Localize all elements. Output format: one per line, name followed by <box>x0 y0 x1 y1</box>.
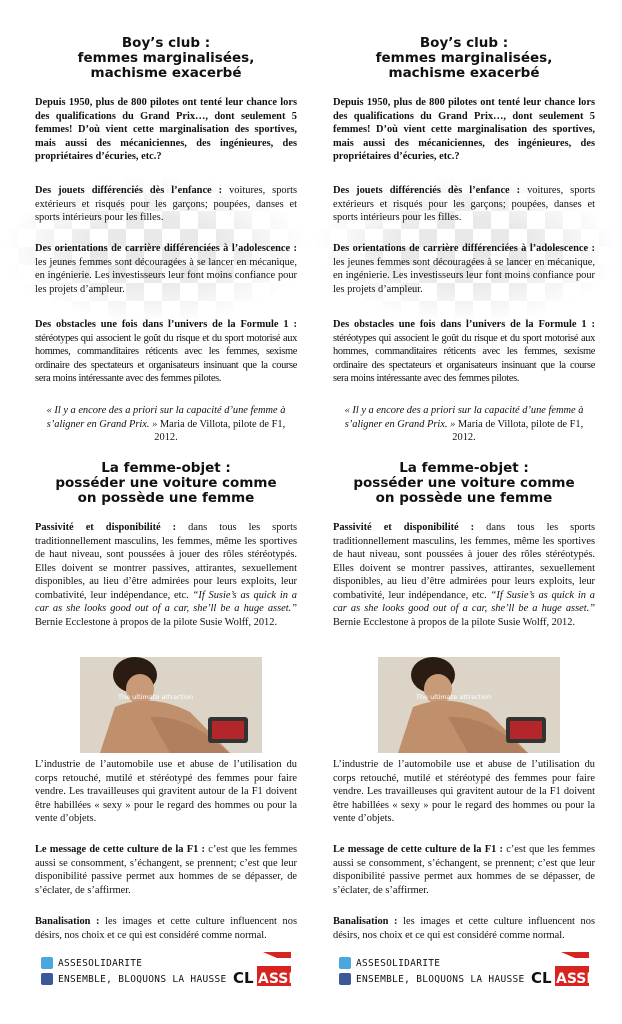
facebook-label: ENSEMBLE, BLOQUONS LA HAUSSE <box>58 973 227 985</box>
paragraph-text: les images et cette culture influencent nos désirs, nos choix et ce qui est considéré comme normal. <box>35 916 297 941</box>
quote-villota <box>35 404 297 445</box>
title-line: on possède une femme <box>375 490 553 506</box>
facebook-page[interactable] <box>339 973 525 985</box>
paragraph-text: voitures, sports extérieurs et risqués pour les garçons; poupées, danses et sports intérieurs pour les filles. <box>333 185 596 223</box>
logo-text-left: CL <box>233 969 254 987</box>
paragraph-passivite <box>333 521 595 629</box>
photo-caption: The ultimate attraction <box>118 693 194 701</box>
title-line: La femme-objet : <box>101 460 231 476</box>
paragraph-text: les images et cette culture influencent nos désirs, nos choix et ce qui est considéré comme normal. <box>333 916 595 941</box>
paragraph-lead: Des obstacles une fois dans l’univers de la Formule 1 : <box>333 319 595 330</box>
photo-illustration <box>378 657 560 753</box>
advertisement-photo <box>80 657 262 753</box>
paragraph-lead: Des orientations de carrière différenciées à l’adolescence : <box>35 243 297 254</box>
twitter-icon <box>339 957 351 969</box>
paragraph-banalisation <box>35 915 297 942</box>
paragraph-jouets <box>333 184 595 225</box>
paragraph-lead: Des orientations de carrière différenciées à l’adolescence : <box>333 243 595 254</box>
section-title-femme-objet <box>333 461 595 506</box>
paragraph-lead: Des obstacles une fois dans l’univers de la Formule 1 : <box>35 319 297 330</box>
facebook-icon <box>41 973 53 985</box>
photo-caption: The ultimate attraction <box>416 693 492 701</box>
title-line: Boy’s club : <box>419 35 509 51</box>
paragraph-text: les jeunes femmes sont découragées à se lancer en mécanique, en ingénierie. Les investisseurs leur font moins confiance pour les projets d’ampleur. <box>333 256 595 295</box>
quote-attribution: Bernie Ecclestone à propos de la pilote Susie Wolff, 2012. <box>333 616 576 628</box>
paragraph-text: stéréotypes qui associent le goût du risque et du sport motorisé aux hommes, commanditaires réticents avec les femmes, sexisme ordinaire des spectateurs et organisateurs insinuant que la course sera moins intéressante avec des femmes pilotes. <box>333 332 595 384</box>
ecclestone-quote: “If Susie’s as quick in a car as she looks good out of a car, she’ll be a huge asset.” <box>35 589 297 614</box>
logo-text-right: ASSE <box>556 971 596 987</box>
facebook-icon <box>339 973 351 985</box>
title-line: machisme exacerbé <box>388 65 540 81</box>
paragraph-passivite <box>35 521 297 629</box>
title-line: femmes marginalisées, <box>375 50 553 66</box>
twitter-label: ASSESOLIDARITE <box>58 957 143 969</box>
paragraph-orientations <box>333 242 595 296</box>
paragraph-text: voitures, sports extérieurs et risqués pour les garçons; poupées, danses et sports intérieurs pour les filles. <box>35 185 298 223</box>
quote-text: « Il y a encore des a priori sur la capacité d’une femme à s’aligner en Grand Prix. » <box>344 405 584 430</box>
paragraph-jouets <box>35 184 297 225</box>
classe-logo <box>233 952 298 987</box>
title-line: machisme exacerbé <box>90 65 242 81</box>
title-line: posséder une voiture comme <box>353 475 575 491</box>
paragraph-lead: Passivité et disponibilité : <box>35 522 177 533</box>
title-line: on possède une femme <box>77 490 255 506</box>
logo-text-left: CL <box>531 969 552 987</box>
quote-attribution: Maria de Villota, pilote de F1, 2012. <box>452 418 584 443</box>
title-line: Boy’s club : <box>121 35 211 51</box>
paragraph-text: c’est que les femmes aussi se consomment, s’échangent, se prennent; c’est que leur disponibilité passive permet aux hommes de se dépasser, de s’éclater, de s’affirmer. <box>35 844 297 896</box>
title-line: posséder une voiture comme <box>55 475 277 491</box>
logo-text-right: ASSE <box>258 971 298 987</box>
paragraph-obstacles <box>333 318 595 386</box>
quote-attribution: Bernie Ecclestone à propos de la pilote Susie Wolff, 2012. <box>35 616 278 628</box>
quote-attribution: Maria de Villota, pilote de F1, 2012. <box>154 418 286 443</box>
title-line: La femme-objet : <box>399 460 529 476</box>
paragraph-lead: Banalisation : <box>35 916 100 927</box>
paragraph-lead: Des jouets différenciés dès l’enfance : <box>35 185 223 196</box>
paragraph-text: dans tous les sports traditionnellement masculins, les femmes, même les sportives de haut niveau, sont poussées à jouer des rôles stéréotypés. Elles doivent se montrer passives, attirantes, sexuellement disponibles, au lieu d’être admirées pour leurs exploits, leur combativité, leur indépendance, etc. <box>333 522 595 601</box>
paragraph-industrie: L’industrie de l’automobile use et abuse de l’utilisation du corps retouché, mutilé et stéréotypé des femmes pour faire vendre. Les travailleuses qui gravitent autour de la F1 doivent être habillées « sexy » pour le regard des hommes ou pour la vente d’objets. <box>333 759 595 824</box>
classe-logo <box>531 952 596 987</box>
paragraph-lead: Le message de cette culture de la F1 : <box>35 844 205 855</box>
section-title-boys-club <box>35 36 297 81</box>
quote-text: « Il y a encore des a priori sur la capacité d’une femme à s’aligner en Grand Prix. » <box>46 405 286 430</box>
section-title-boys-club <box>333 36 595 81</box>
twitter-handle[interactable] <box>41 957 142 969</box>
paragraph-banalisation <box>333 915 595 942</box>
paragraph-text: stéréotypes qui associent le goût du risque et du sport motorisé aux hommes, commanditaires réticents avec les femmes, sexisme ordinaire des spectateurs et organisateurs insinuant que la course sera moins intéressante avec des femmes pilotes. <box>35 332 297 384</box>
paragraph-lead: Passivité et disponibilité : <box>333 522 475 533</box>
paragraph-lead: Banalisation : <box>333 916 398 927</box>
paragraph-industrie: L’industrie de l’automobile use et abuse de l’utilisation du corps retouché, mutilé et stéréotypé des femmes pour faire vendre. Les travailleuses qui gravitent autour de la F1 doivent être habillées « sexy » pour le regard des hommes ou pour la vente d’objets. <box>35 759 297 824</box>
twitter-handle[interactable] <box>339 957 440 969</box>
footer <box>35 952 297 992</box>
quote-villota <box>333 404 595 445</box>
section-title-femme-objet <box>35 461 297 506</box>
paragraph-lead: Des jouets différenciés dès l’enfance : <box>333 185 521 196</box>
facebook-page[interactable] <box>41 973 227 985</box>
intro-paragraph: Depuis 1950, plus de 800 pilotes ont tenté leur chance lors des qualifications du Grand Prix…, dont seulement 5 femmes! D’où vient cette marginalisation des sportives, mais aussi des mécaniciennes, des ingénieures, des propriétaires d’écuries, etc.? <box>35 97 297 162</box>
paragraph-text: les jeunes femmes sont découragées à se lancer en mécanique, en ingénierie. Les investisseurs leur font moins confiance pour les projets d’ampleur. <box>35 256 297 295</box>
paragraph-text: c’est que les femmes aussi se consomment, s’échangent, se prennent; c’est que leur disponibilité passive permet aux hommes de se dépasser, de s’éclater, de s’affirmer. <box>333 844 595 896</box>
paragraph-orientations <box>35 242 297 296</box>
twitter-icon <box>41 957 53 969</box>
paragraph-message <box>35 843 297 897</box>
intro-paragraph: Depuis 1950, plus de 800 pilotes ont tenté leur chance lors des qualifications du Grand Prix…, dont seulement 5 femmes! D’où vient cette marginalisation des sportives, mais aussi des mécaniciennes, des ingénieures, des propriétaires d’écuries, etc.? <box>333 97 595 162</box>
facebook-label: ENSEMBLE, BLOQUONS LA HAUSSE <box>356 973 525 985</box>
photo-illustration <box>80 657 262 753</box>
advertisement-photo <box>378 657 560 753</box>
title-line: femmes marginalisées, <box>77 50 255 66</box>
paragraph-text: dans tous les sports traditionnellement masculins, les femmes, même les sportives de haut niveau, sont poussées à jouer des rôles stéréotypés. Elles doivent se montrer passives, attirantes, sexuellement disponibles, au lieu d’être admirées pour leurs exploits, leur combativité, leur indépendance, etc. <box>35 522 297 601</box>
footer <box>333 952 595 992</box>
paragraph-obstacles <box>35 318 297 386</box>
paragraph-message <box>333 843 595 897</box>
twitter-label: ASSESOLIDARITE <box>356 957 441 969</box>
paragraph-lead: Le message de cette culture de la F1 : <box>333 844 503 855</box>
ecclestone-quote: “If Susie’s as quick in a car as she looks good out of a car, she’ll be a huge asset.” <box>333 589 595 614</box>
